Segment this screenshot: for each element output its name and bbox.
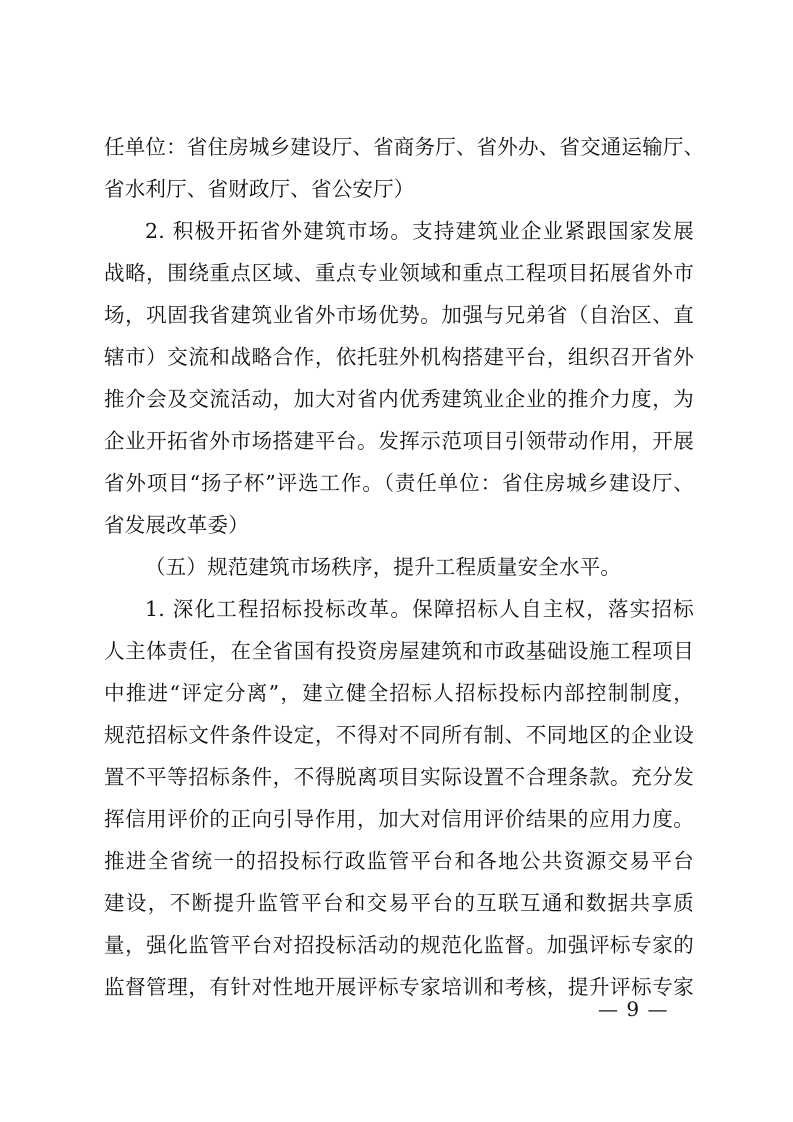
text-line: 任单位：省住房城乡建设厅、省商务厅、省外办、省交通运输厅、 xyxy=(104,135,705,159)
text-line: 企业开拓省外市场搭建平台。发挥示范项目引领带动作用，开展 xyxy=(104,429,694,453)
text-line: 战略，围绕重点区域、重点专业领域和重点工程项目拓展省外市 xyxy=(104,261,694,285)
text-line: 监督管理，有针对性地开展评标专家培训和考核，提升评标专家 xyxy=(104,975,694,999)
paragraph-start-line: 1. 深化工程招标投标改革。保障招标人自主权，落实招标 xyxy=(145,597,694,621)
section-heading: （五）规范建筑市场秩序，提升工程质量安全水平。 xyxy=(145,555,622,579)
text-line: 推介会及交流活动，加大对省内优秀建筑业企业的推介力度，为 xyxy=(104,387,694,411)
text-line: 置不平等招标条件，不得脱离项目实际设置不合理条款。充分发 xyxy=(104,765,694,789)
text-line: 建设，不断提升监管平台和交易平台的互联互通和数据共享质 xyxy=(104,891,694,915)
page-number: — 9 — xyxy=(598,997,669,1021)
paragraph-start-line: 2. 积极开拓省外建筑市场。支持建筑业企业紧跟国家发展 xyxy=(145,219,694,243)
text-line: 量，强化监管平台对招投标活动的规范化监督。加强评标专家的 xyxy=(104,933,694,957)
text-line: 省水利厅、省财政厅、省公安厅） xyxy=(104,177,415,201)
text-line: 场，巩固我省建筑业省外市场优势。加强与兄弟省（自治区、直 xyxy=(104,303,694,327)
text-line: 规范招标文件条件设定，不得对不同所有制、不同地区的企业设 xyxy=(104,723,694,747)
text-line: 挥信用评价的正向引导作用，加大对信用评价结果的应用力度。 xyxy=(104,807,694,831)
text-line: 中推进“评定分离”，建立健全招标人招标投标内部控制制度， xyxy=(104,681,694,705)
text-line: 省发展改革委） xyxy=(104,513,249,537)
text-line: 省外项目“扬子杯”评选工作。（责任单位：省住房城乡建设厅、 xyxy=(104,471,694,495)
text-line: 辖市）交流和战略合作，依托驻外机构搭建平台，组织召开省外 xyxy=(104,345,694,369)
text-line: 人主体责任，在全省国有投资房屋建筑和市政基础设施工程项目 xyxy=(104,639,694,663)
text-line: 推进全省统一的招投标行政监管平台和各地公共资源交易平台 xyxy=(104,849,694,873)
